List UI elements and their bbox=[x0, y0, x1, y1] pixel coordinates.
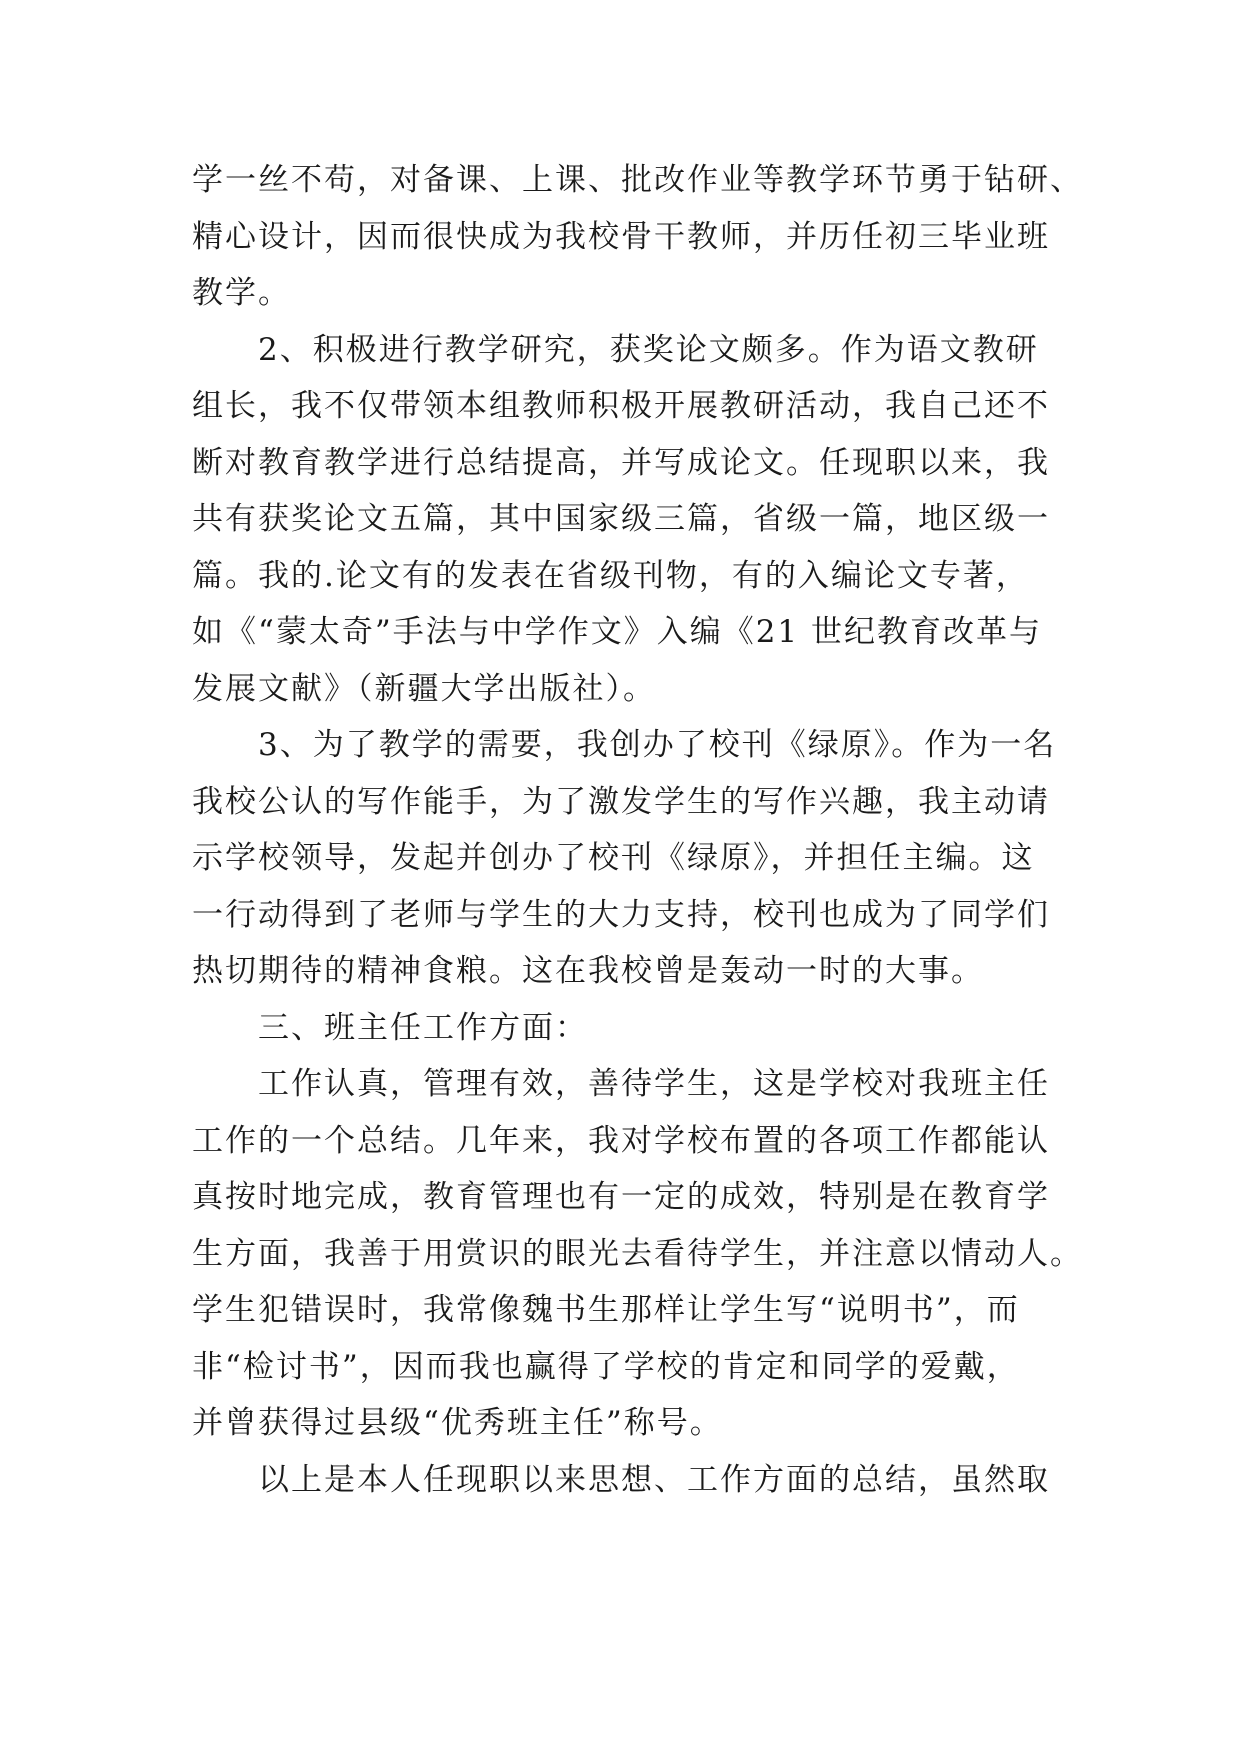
text-line: 3、为了教学的需要，我创办了校刊《绿原》。作为一名 bbox=[258, 727, 1057, 763]
text-line: 篇。我的.论文有的发表在省级刊物，有的入编论文专著， bbox=[192, 557, 1029, 594]
text-line: 热切期待的精神食粮。这在我校曾是轰动一时的大事。 bbox=[192, 953, 984, 989]
text-line: 断对教育教学进行总结提高，并写成论文。任现职以来，我 bbox=[192, 444, 1050, 481]
text-line: 一行动得到了老师与学生的大力支持，校刊也成为了同学们 bbox=[192, 896, 1050, 933]
text-line: 组长，我不仅带领本组教师积极开展教研活动，我自己还不 bbox=[192, 388, 1050, 424]
text-line: 2、积极进行教学研究，获奖论文颇多。作为语文教研 bbox=[258, 331, 1039, 368]
text-line: 学一丝不苟，对备课、上课、批改作业等教学环节勇于钻研、 bbox=[192, 162, 1083, 198]
text-line: 并曾获得过县级“优秀班主任”称号。 bbox=[192, 1405, 723, 1441]
document-body bbox=[192, 152, 1083, 1508]
text-line: 精心设计，因而很快成为我校骨干教师，并历任初三毕业班 bbox=[192, 218, 1050, 255]
text-line: 学生犯错误时，我常像魏书生那样让学生写“说明书”，而 bbox=[192, 1292, 1020, 1328]
text-line: 真按时地完成，教育管理也有一定的成效，特别是在教育学 bbox=[192, 1179, 1050, 1215]
text-line: 生方面，我善于用赏识的眼光去看待学生，并注意以情动人。 bbox=[192, 1235, 1083, 1272]
text-line: 以上是本人任现职以来思想、工作方面的总结，虽然取 bbox=[258, 1461, 1050, 1498]
text-line: 三、班主任工作方面： bbox=[258, 1009, 588, 1046]
text-line: 如《“蒙太奇”手法与中学作文》入编《21 世纪教育改革与 bbox=[192, 614, 1042, 650]
text-line: 我校公认的写作能手，为了激发学生的写作兴趣，我主动请 bbox=[192, 783, 1050, 820]
text-line: 共有获奖论文五篇，其中国家级三篇，省级一篇，地区级一 bbox=[192, 501, 1050, 537]
text-line: 非“检讨书”，因而我也赢得了学校的肯定和同学的爱戴， bbox=[192, 1348, 1020, 1385]
text-line: 工作认真，管理有效，善待学生，这是学校对我班主任 bbox=[258, 1066, 1050, 1102]
text-line: 教学。 bbox=[192, 275, 291, 311]
text-line: 发展文献》（新疆大学出版社）。 bbox=[192, 670, 656, 707]
text-line: 工作的一个总结。几年来，我对学校布置的各项工作都能认 bbox=[192, 1122, 1050, 1159]
text-line: 示学校领导，发起并创办了校刊《绿原》，并担任主编。这 bbox=[192, 840, 1035, 876]
